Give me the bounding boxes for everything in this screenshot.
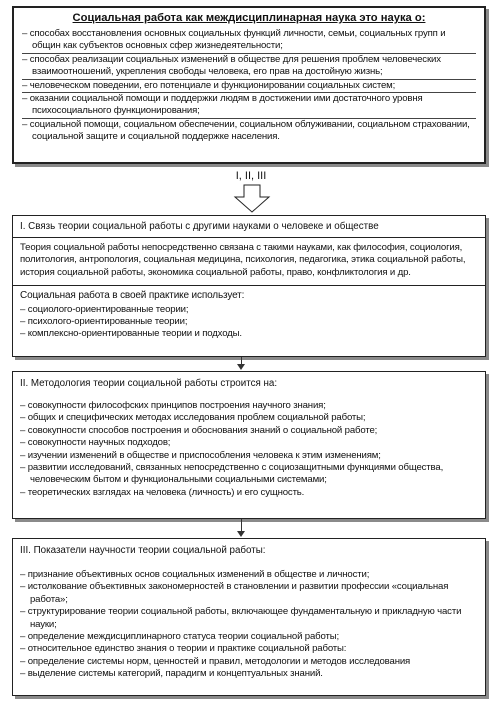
section2-item-1: – совокупности философских принципов построения научного знания; [20, 400, 326, 411]
top-item-1: – способах восстановления основных социальных функций личности, семьи, социальных групп и общин как субъектов основных сфер жизнедеятельности; [22, 28, 446, 52]
section2-item-3: – совокупности способов построения и обоснования знаний о социальной работе; [20, 424, 378, 436]
section1-heading: I. Связь теории социальной работы с другими науками о человеке и обществе [13, 216, 485, 238]
section3-list [13, 569, 485, 681]
section2-item-2: – общих и специфических методах исследования проблем социальной работы; [20, 412, 366, 424]
section1-paragraph: Теория социальной работы непосредственно связана с такими науками, как философия, социология, политология, антропология, социальная медицина, психология, педагогика, этика социальной работы, история социальной работы, экономика социальной работы, право, конфликтология и др. [13, 238, 485, 286]
section1-intro: Социальная работа в своей практике использует: [20, 290, 245, 302]
section2-item-5: – изучении изменений в обществе и приспособления человека к этим изменениям; [20, 449, 381, 461]
section3-item-7: – выделение системы категорий, парадигм и концептуальных знаний. [20, 668, 323, 680]
top-definition-box [12, 6, 486, 164]
section1-usage [13, 286, 485, 341]
hollow-down-arrow-icon [232, 184, 272, 214]
connector-1-2-arrowhead-icon [237, 364, 245, 370]
top-item-5: – социальной помощи, социальном обеспечении, социальном облуживании, социальном страховании, социальной защите и социальной поддержке населения. [22, 118, 476, 144]
section3-item-5: – относительное единство знания о теории и практике социальной работы: [20, 643, 347, 655]
section3-box [12, 538, 486, 696]
section3-item-6: – определение системы норм, ценностей и правил, методологии и методов исследования [20, 655, 411, 667]
arrow-label: I, II, III [235, 170, 267, 182]
top-title: Социальная работа как междисциплинарная наука это наука о: [72, 12, 426, 24]
top-list [22, 28, 476, 144]
section3-item-1: – признание объективных основ социальных изменений в обществе и личности; [20, 569, 370, 580]
section2-box [12, 371, 486, 519]
section3-item-2: – истолкование объективных закономерностей в становлении и развитии профессии «социальная работа»; [20, 581, 449, 605]
section2-item-4: – совокупности научных подходов; [20, 437, 171, 449]
section3-item-4: – определение междисциплинарного статуса теории социальной работы; [20, 631, 339, 643]
top-item-2: – способах реализации социальных изменений в обществе для решения проблем человеческих взаимоотношений, укрепления свободы человека, его прав на достойную жизнь; [22, 53, 476, 79]
section1-box [12, 215, 486, 357]
section1-item-3: – комплексно-ориентированные теории и подходы. [20, 328, 242, 340]
section2-item-7: – теоретических взглядах на человека (личность) и его сущность. [20, 486, 305, 498]
section2-list [13, 400, 485, 499]
top-item-4: – оказании социальной помощи и поддержки людям в достижении ими достаточного уровня психосоциального функционирования; [22, 92, 476, 118]
connector-2-3-arrowhead-icon [237, 531, 245, 537]
top-item-3: – человеческом поведении, его потенциале и функционировании социальных систем; [22, 79, 476, 92]
section1-item-2: – психолого-ориентированные теории; [20, 316, 188, 328]
section1-item-1: – социолого-ориентированные теории; [20, 303, 189, 315]
section2-item-6: – развитии исследований, связанных непосредственно с социозащитными функциями общества, человеческим бытом и функциональными социальными системами; [20, 462, 444, 486]
section3-item-3: – структурирование теории социальной работы, включающее фундаментальную и прикладную части науки; [20, 606, 462, 630]
section3-heading: III. Показатели научности теории социальной работы: [20, 545, 266, 556]
section2-heading: II. Методология теории социальной работы строится на: [20, 378, 278, 389]
